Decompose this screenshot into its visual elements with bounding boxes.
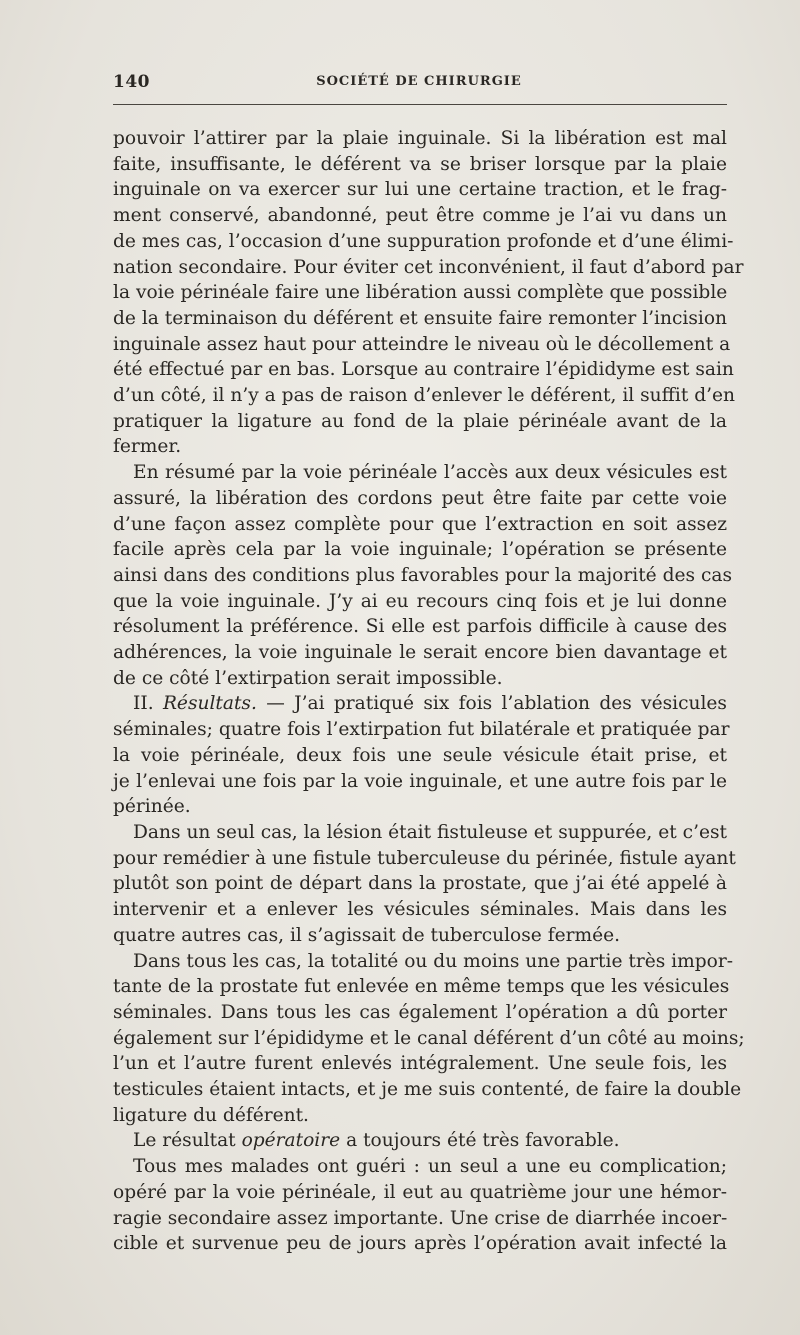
text-line: inguinale on va exercer sur lui une certaine traction, et le frag- — [113, 179, 727, 201]
paragraph — [113, 820, 736, 949]
text-line: En résumé par la voie périnéale l’accès aux deux vésicules est — [133, 462, 727, 484]
text-line: nation secondaire. Pour éviter cet inconvénient, il faut d’abord par — [113, 256, 744, 278]
text-line: Dans tous les cas, la totalité ou du moins une partie très impor- — [133, 950, 734, 972]
text-line: la voie périnéale, deux fois une seule vésicule était prise, et — [113, 744, 727, 766]
text-line: intervenir et a enlever les vésicules séminales. Mais dans les — [113, 899, 727, 921]
text-fragment: Le résultat — [133, 1130, 242, 1152]
page-header — [113, 72, 725, 96]
text-line: pouvoir l’attirer par la plaie inguinale. Si la libération est mal — [113, 128, 727, 149]
text-line: assuré, la libération des cordons peut être faite par cette voie — [113, 487, 727, 509]
text-line: la voie périnéale faire une libération aussi complète que possible — [113, 282, 728, 304]
text-line: d’une façon assez complète pour que l’extraction en soit assez — [113, 513, 727, 535]
text-line: pour remédier à une fistule tuberculeuse du périnée, fistule ayant — [113, 847, 736, 869]
text-line: pratiquer la ligature au fond de la plaie périnéale avant de la — [113, 410, 727, 432]
text-line: ment conservé, abandonné, peut être comme je l’ai vu dans un — [113, 205, 727, 227]
text-line: ainsi dans des conditions plus favorables pour la majorité des cas — [113, 564, 732, 586]
section-title: Résultats. — [162, 693, 257, 715]
text-line: d’un côté, il n’y a pas de raison d’enlever le déférent, il suffit d’en — [113, 385, 735, 407]
text-line: testicules étaient intacts, et je me suis contenté, de faire la double — [113, 1079, 742, 1101]
paragraph — [113, 460, 732, 691]
text-line: périnée. — [113, 796, 191, 818]
body-text — [113, 126, 745, 1257]
text-line: Tous mes malades ont guéri : un seul a une eu complication; — [133, 1156, 727, 1178]
section-number: II. — [133, 693, 154, 715]
italic-word: opératoire — [241, 1130, 341, 1152]
text-line: de ce côté l’extirpation serait impossible. — [113, 667, 503, 689]
text-line: de mes cas, l’occasion d’une suppuration profonde et d’une élimi- — [113, 230, 734, 252]
text-line: résolument la préférence. Si elle est parfois difficile à cause des — [113, 616, 727, 638]
text-line: opéré par la voie périnéale, il eut au quatrième jour une hémor- — [113, 1181, 727, 1203]
text-line: ligature du déférent. — [113, 1104, 309, 1126]
text-line: ragie secondaire assez importante. Une crise de diarrhée incoer- — [113, 1207, 728, 1229]
paragraph — [113, 1154, 727, 1257]
text-line: Dans un seul cas, la lésion était fistuleuse et suppurée, et c’est — [133, 821, 727, 843]
text-line: séminales. Dans tous les cas également l’opération a dû porter — [113, 1001, 727, 1023]
text-line: de la terminaison du déférent et ensuite faire remonter l’incision — [113, 307, 727, 329]
text-fragment: — J’ai pratiqué six fois l’ablation des vésicules — [256, 693, 727, 715]
text-line: inguinale assez haut pour atteindre le niveau où le décollement a — [113, 333, 731, 355]
text-line — [113, 1128, 727, 1154]
text-line: faite, insuffisante, le déférent va se briser lorsque par la plaie — [113, 153, 727, 175]
text-line: été effectué par en bas. Lorsque au contraire l’épididyme est sain — [113, 359, 734, 381]
running-head: SOCIÉTÉ DE CHIRURGIE — [316, 74, 522, 89]
text-line: fermer. — [113, 436, 182, 458]
text-line: plutôt son point de départ dans la prostate, que j’ai été appelé à — [113, 873, 727, 895]
text-line: quatre autres cas, il s’agissait de tuberculose fermée. — [113, 924, 621, 946]
text-line — [113, 691, 727, 717]
text-line: également sur l’épididyme et le canal déférent d’un côté au moins; — [113, 1027, 745, 1049]
text-line: je l’enlevai une fois par la voie inguinale, et une autre fois par le — [113, 770, 727, 792]
text-line: séminales; quatre fois l’extirpation fut bilatérale et pratiquée par — [113, 719, 730, 741]
header-rule — [113, 104, 727, 105]
paragraph — [113, 691, 730, 820]
text-line: tante de la prostate fut enlevée en même temps que les vésicules — [113, 976, 730, 998]
text-line: que la voie inguinale. J’y ai eu recours cinq fois et je lui donne — [113, 590, 727, 612]
text-line: cible et survenue peu de jours après l’opération avait infecté la — [113, 1233, 727, 1255]
paragraph — [113, 949, 745, 1129]
page-number: 140 — [113, 72, 150, 92]
paragraph — [113, 1128, 727, 1154]
text-line: adhérences, la voie inguinale le serait encore bien davantage et — [113, 642, 727, 664]
text-line: facile après cela par la voie inguinale; l’opération se présente — [113, 539, 727, 561]
paragraph — [113, 126, 744, 460]
text-line: l’un et l’autre furent enlevés intégralement. Une seule fois, les — [113, 1053, 727, 1075]
text-fragment: a toujours été très favorable. — [340, 1130, 620, 1152]
